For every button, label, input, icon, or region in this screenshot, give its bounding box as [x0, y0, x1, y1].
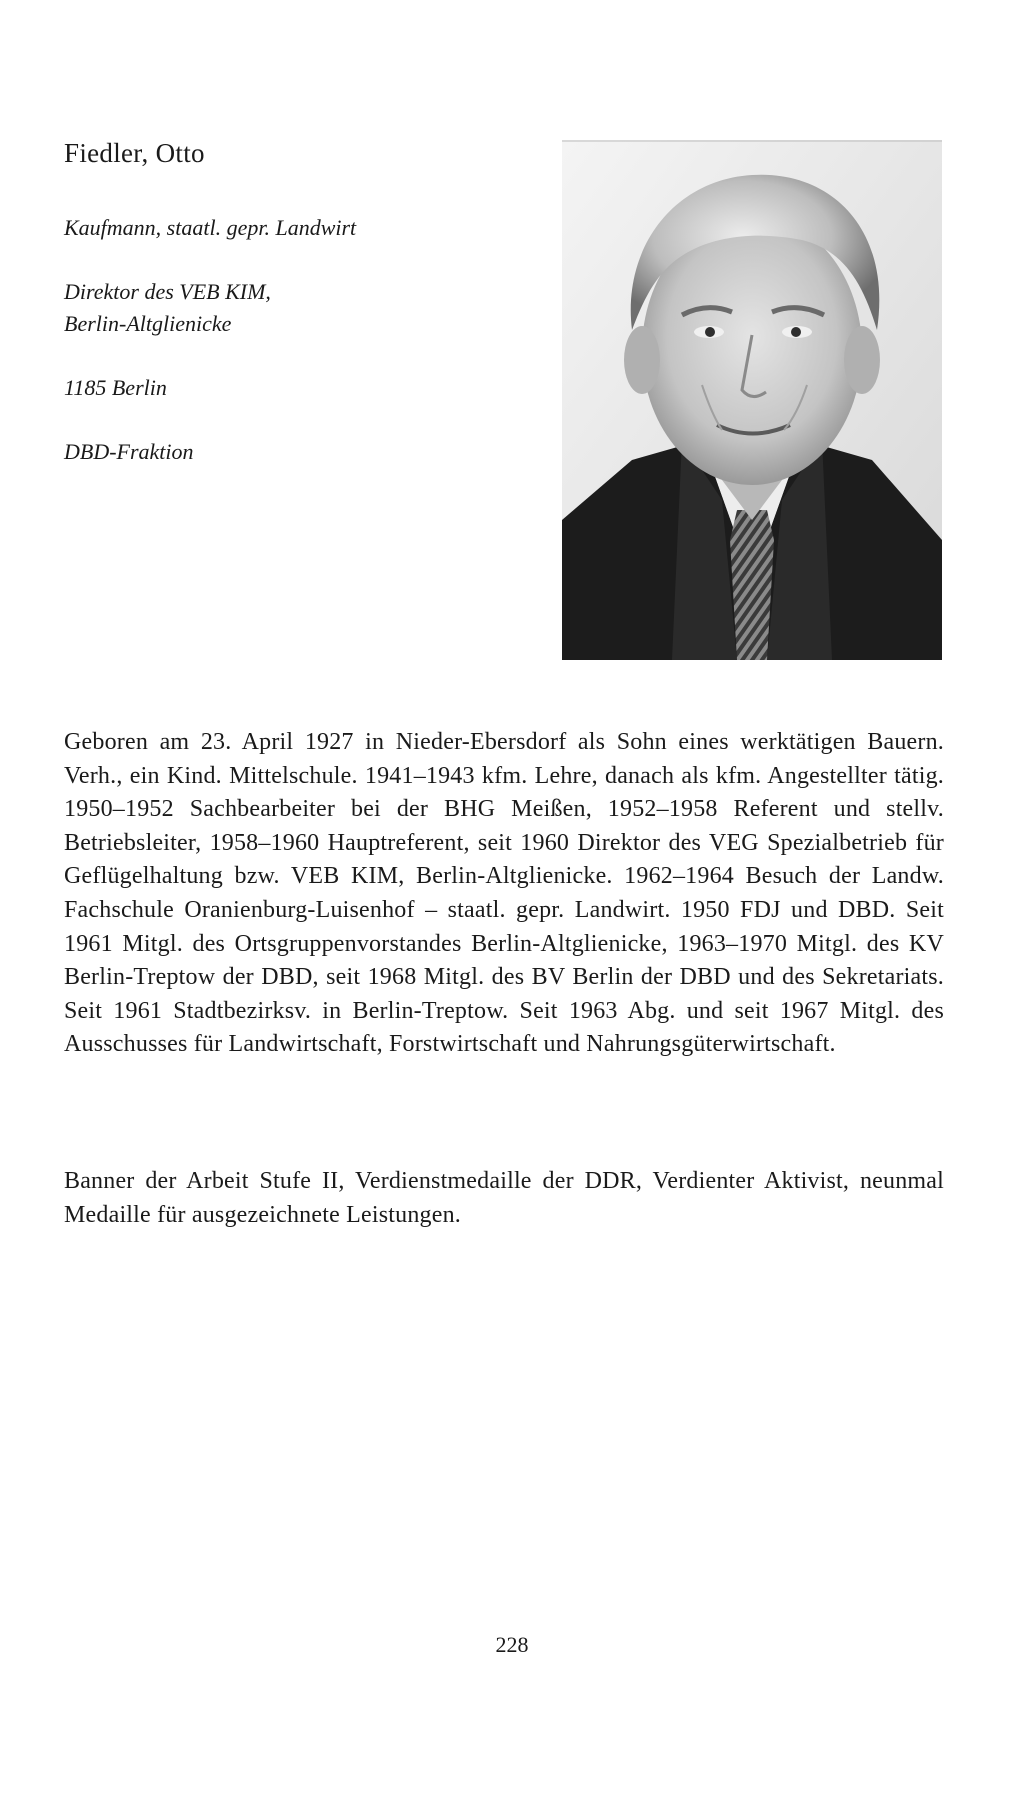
entry-position	[64, 276, 544, 340]
entry-position-line-2: Berlin-Altglienicke	[64, 311, 232, 336]
page-number: 228	[495, 1632, 529, 1657]
entry-position-line-1: Direktor des VEB KIM,	[64, 279, 271, 304]
portrait-tie	[730, 510, 774, 660]
biography-paragraph: Geboren am 23. April 1927 in Nieder-Ebersdorf als Sohn eines werktätigen Bauern. Verh., ein Kind. Mittelschule. 1941–1943 kfm. Lehre, danach als kfm. Angestellter tätig. 1950–1952 Sachbearbeiter bei der BHG Meißen, 1952–1958 Referent und stellv. Betriebsleiter, 1958–1960 Hauptreferent, seit 1960 Direktor des VEG Spezialbetrieb für Geflügelhaltung bzw. VEB KIM, Berlin-Altglienicke. 1962–1964 Besuch der Landw. Fachschule Oranienburg-Luisenhof – staatl. gepr. Landwirt. 1950 FDJ und DBD. Seit 1961 Mitgl. des Ortsgruppenvorstandes Berlin-Altglienicke, 1963–1970 Mitgl. des KV Berlin-Treptow der DBD, seit 1968 Mitgl. des BV Berlin der DBD und des Sekretariats. Seit 1961 Stadtbezirksv. in Berlin-Treptow. Seit 1963 Abg. und seit 1967 Mitgl. des Ausschusses für Landwirtschaft, Forstwirtschaft und Nahrungsgüterwirtschaft.	[64, 729, 944, 1058]
awards-paragraph: Banner der Arbeit Stufe II, Verdienstmedaille der DDR, Verdienter Aktivist, neunmal Medaille für ausgezeichnete Leistungen.	[64, 1168, 944, 1228]
portrait-photo	[562, 140, 942, 660]
entry-occupation: Kaufmann, staatl. gepr. Landwirt	[64, 215, 357, 240]
entry-city: 1185 Berlin	[64, 375, 167, 400]
entry-faction: DBD-Fraktion	[64, 439, 194, 464]
entry-name: Fiedler, Otto	[64, 138, 205, 168]
